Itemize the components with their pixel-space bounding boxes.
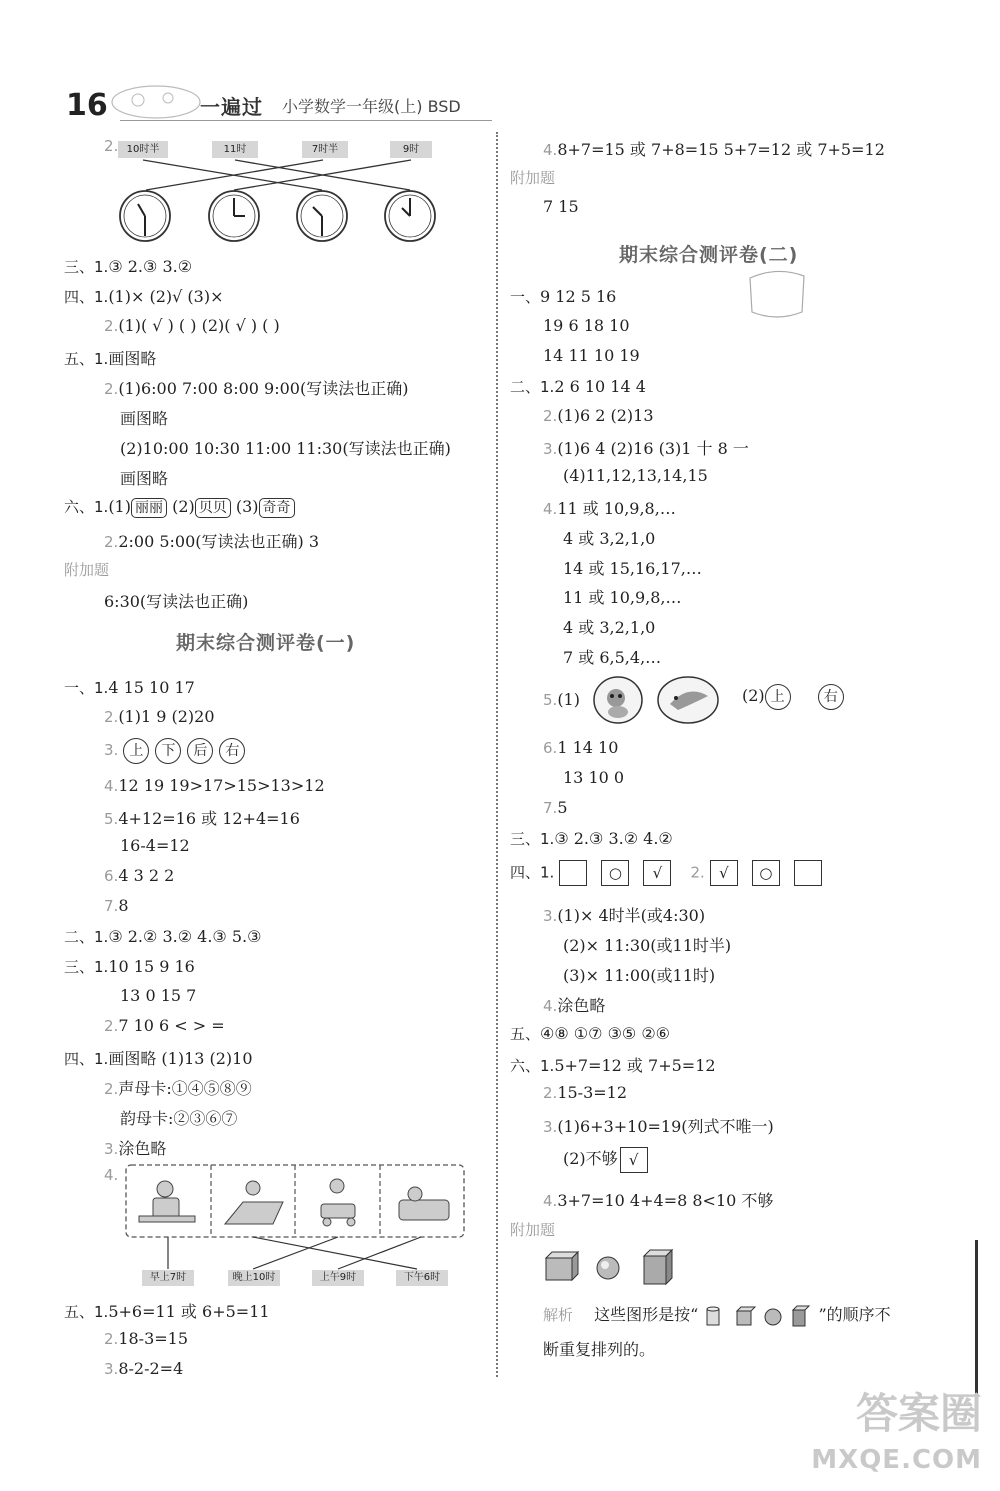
answer-text: 7 或 6,5,4,… bbox=[563, 648, 662, 667]
answer-text: 画图略 (1)13 (2)10 bbox=[108, 1049, 253, 1068]
item-label: 2. bbox=[543, 407, 558, 425]
answer-text: 9 12 5 16 bbox=[540, 287, 617, 306]
answer-text: 2 6 10 14 4 bbox=[554, 377, 646, 396]
time-tag: 晚上10时 bbox=[228, 1270, 280, 1286]
answer-text: (3)× 11:00(或11时) bbox=[563, 966, 716, 985]
item-label: 2. bbox=[104, 533, 119, 551]
bonus-label: 附加题 bbox=[510, 1221, 556, 1239]
item-label: 3. bbox=[104, 1140, 119, 1158]
activity-picture-studying bbox=[225, 1181, 283, 1224]
answer-text: 4 3 2 2 bbox=[118, 866, 175, 885]
activity-picture-sleeping bbox=[399, 1187, 449, 1220]
answer-text: (1)6+3+10=19(列式不唯一) bbox=[557, 1117, 774, 1136]
circled-answer: 上 bbox=[123, 738, 149, 764]
answer-text: 7 10 6 < > = bbox=[118, 1016, 225, 1035]
section-label: 四、1. bbox=[64, 1050, 109, 1068]
answer-text: 3+7=10 4+4=8 8<10 不够 bbox=[557, 1191, 774, 1210]
item-label: 4. bbox=[543, 1192, 558, 1210]
section-label: 五、1. bbox=[64, 1303, 109, 1321]
header-rule bbox=[120, 120, 492, 121]
item-label: 2. bbox=[104, 708, 119, 726]
boxed-name: 奇奇 bbox=[259, 498, 295, 518]
cylinder-icon bbox=[707, 1307, 719, 1325]
boxed-name: 丽丽 bbox=[131, 498, 167, 518]
answer-box: ○ bbox=[752, 860, 780, 886]
section-label: 六、1. bbox=[64, 498, 109, 516]
answer-text: 14 11 10 19 bbox=[543, 346, 640, 365]
answer-text: 7 15 bbox=[543, 197, 579, 216]
answer-text: (2)10:00 10:30 11:00 11:30(写读法也正确) bbox=[120, 439, 451, 458]
item-label: 7. bbox=[104, 897, 119, 915]
item-label: 4. bbox=[543, 141, 558, 159]
answer-text: (3) bbox=[235, 497, 259, 516]
shape-sequence-figure bbox=[540, 1248, 680, 1288]
sphere-icon bbox=[597, 1257, 619, 1279]
bonus-label: 附加题 bbox=[510, 169, 556, 187]
answer-text: 13 10 0 bbox=[563, 768, 625, 787]
answer-text: (1)6 4 (2)16 (3)1 十 8 一 bbox=[557, 439, 749, 458]
sphere-icon bbox=[765, 1309, 781, 1325]
circled-answer: 右 bbox=[818, 684, 844, 710]
circled-answer: 后 bbox=[187, 738, 213, 764]
cube-icon bbox=[546, 1252, 578, 1280]
item-label: 2. bbox=[543, 1084, 558, 1102]
answer-text: (2)不够 bbox=[563, 1149, 618, 1168]
answer-text: (1) bbox=[108, 497, 131, 516]
page-number: 16 bbox=[66, 88, 108, 123]
cuboid-icon bbox=[644, 1250, 672, 1284]
section-label: 二、1. bbox=[64, 928, 109, 946]
answer-text: 13 0 15 7 bbox=[120, 986, 197, 1005]
answer-text: 4 或 3,2,1,0 bbox=[563, 529, 656, 548]
answer-text: (1)6:00 7:00 8:00 9:00(写读法也正确) bbox=[118, 379, 409, 398]
item-label: 3. bbox=[543, 440, 558, 458]
answer-text: ③ 2.③ 3.② bbox=[108, 257, 193, 276]
answer-text: 1 14 10 bbox=[557, 738, 619, 757]
answer-text: 19 6 18 10 bbox=[543, 316, 630, 335]
item-label: 5. bbox=[543, 691, 558, 709]
item-label: 4. bbox=[543, 997, 558, 1015]
watermark-url: MXQE.COM bbox=[811, 1445, 982, 1475]
subject-title: 小学数学一年级(上) BSD bbox=[282, 97, 461, 116]
boxed-name: 贝贝 bbox=[195, 498, 231, 518]
answer-text: (2) bbox=[742, 686, 765, 705]
item-label: 2. bbox=[104, 1080, 119, 1098]
answer-text: (1) bbox=[557, 690, 580, 709]
answer-text: 6:30(写读法也正确) bbox=[104, 592, 249, 611]
animal-answer-figure bbox=[592, 674, 726, 726]
answer-text: 韵母卡:②③⑥⑦ bbox=[120, 1109, 238, 1128]
answer-text: 4 或 3,2,1,0 bbox=[563, 618, 656, 637]
answer-text: (2) bbox=[172, 497, 195, 516]
answer-text: 16-4=12 bbox=[120, 836, 190, 855]
answer-text: 5+6=11 或 6+5=11 bbox=[108, 1302, 270, 1321]
section-label: 三、1. bbox=[64, 258, 109, 276]
section-label: 六、1. bbox=[510, 1057, 555, 1075]
answer-text: 涂色略 bbox=[557, 996, 606, 1015]
match-line bbox=[338, 1237, 421, 1269]
section-label: 五、1. bbox=[64, 350, 109, 368]
item-label: 2. bbox=[104, 1330, 119, 1348]
column-divider bbox=[496, 132, 498, 1377]
item-label: 2. bbox=[104, 1017, 119, 1035]
answer-box: √ bbox=[643, 860, 671, 886]
clock-tag: 9时 bbox=[390, 141, 432, 158]
answer-text: 画图略 bbox=[120, 409, 169, 428]
bonus-label: 附加题 bbox=[64, 561, 110, 579]
activity-matching-figure bbox=[125, 1164, 467, 1272]
item-label: 5. bbox=[104, 810, 119, 828]
answer-text: (1)6 2 (2)13 bbox=[557, 406, 654, 425]
answer-text: 5+7=12 或 7+5=12 bbox=[554, 1056, 716, 1075]
answer-text: 画图略 bbox=[108, 349, 157, 368]
clock-tag: 11时 bbox=[212, 141, 258, 158]
answer-box: √ bbox=[620, 1147, 648, 1173]
item-label: 2. bbox=[104, 317, 119, 335]
activity-picture-playing bbox=[321, 1179, 355, 1226]
answer-text: (1)1 9 (2)20 bbox=[118, 707, 215, 726]
answer-text: 12 19 19>17>15>13>12 bbox=[118, 776, 325, 795]
answer-text: 2:00 5:00(写读法也正确) 3 bbox=[118, 532, 320, 551]
answer-text: 18-3=15 bbox=[118, 1329, 189, 1348]
circled-answer: 上 bbox=[765, 684, 791, 710]
answer-text: (1)× 4时半(或4:30) bbox=[557, 906, 706, 925]
item-label: 7. bbox=[543, 799, 558, 817]
item-label: 4. bbox=[543, 500, 558, 518]
answer-text: 4+12=16 或 12+4=16 bbox=[118, 809, 300, 828]
clock-matching-figure bbox=[110, 158, 450, 248]
match-line bbox=[253, 1237, 338, 1269]
time-tag: 上午9时 bbox=[312, 1270, 364, 1286]
answer-text: 8-2-2=4 bbox=[118, 1359, 184, 1378]
answer-text: ③ 2.③ 3.② 4.② bbox=[554, 829, 673, 848]
item-label: 4. bbox=[104, 1166, 119, 1184]
section-title: 期末综合测评卷(一) bbox=[176, 632, 356, 654]
explanation-label: 解析 bbox=[543, 1306, 574, 1324]
section-label: 四、1. bbox=[510, 863, 555, 882]
answer-text: (1)( √ ) ( ) (2)( √ ) ( ) bbox=[118, 316, 280, 335]
answer-text: ③ 2.② 3.② 4.③ 5.③ bbox=[108, 927, 262, 946]
item-label: 3. bbox=[104, 1360, 119, 1378]
answer-text: 5 bbox=[557, 798, 568, 817]
stamp-decoration bbox=[744, 268, 810, 320]
section-label: 一、 bbox=[510, 288, 541, 306]
item-label: 6. bbox=[104, 867, 119, 885]
clock-tag: 7时半 bbox=[302, 141, 348, 158]
item-label: 6. bbox=[543, 739, 558, 757]
item-label: 3. bbox=[104, 741, 119, 759]
answer-text: 11 或 10,9,8,… bbox=[563, 588, 682, 607]
answer-text: 8 bbox=[118, 896, 129, 915]
answer-text: 14 或 15,16,17,… bbox=[563, 559, 702, 578]
item-label: 2. bbox=[690, 863, 705, 882]
section-label: 四、1. bbox=[64, 288, 109, 306]
answer-box bbox=[559, 860, 587, 886]
time-tag: 下午6时 bbox=[396, 1270, 448, 1286]
item-label: 3. bbox=[543, 907, 558, 925]
watermark-logo: 答案圈 bbox=[855, 1389, 982, 1438]
section-label: 一、1. bbox=[64, 679, 109, 697]
answer-text: (1)× (2)√ (3)× bbox=[108, 287, 224, 306]
header-decoration bbox=[108, 82, 203, 122]
inline-shape-sequence bbox=[703, 1305, 813, 1327]
section-label: 三、1. bbox=[510, 830, 555, 848]
section-title: 期末综合测评卷(二) bbox=[619, 244, 799, 266]
answer-text: 11 或 10,9,8,… bbox=[557, 499, 676, 518]
answer-box: √ bbox=[710, 860, 738, 886]
answer-text: ④⑧ ①⑦ ③⑤ ②⑥ bbox=[540, 1024, 671, 1043]
circled-answer: 右 bbox=[219, 738, 245, 764]
item-label: 2. bbox=[104, 380, 119, 398]
cube-icon bbox=[737, 1307, 755, 1325]
section-label: 五、 bbox=[510, 1025, 541, 1043]
answer-text: 画图略 bbox=[120, 469, 169, 488]
item-label: 4. bbox=[104, 777, 119, 795]
item-label: 3. bbox=[543, 1118, 558, 1136]
time-tag: 早上7时 bbox=[142, 1270, 194, 1286]
answer-text: (4)11,12,13,14,15 bbox=[563, 466, 708, 485]
explanation-text: 断重复排列的。 bbox=[543, 1340, 656, 1359]
answer-text: 声母卡:①④⑤⑧⑨ bbox=[118, 1079, 252, 1098]
answer-text: 涂色略 bbox=[118, 1139, 167, 1158]
answer-text: 4 15 10 17 bbox=[108, 678, 195, 697]
brand-logo: 一遍过 bbox=[200, 95, 263, 119]
answer-box: ○ bbox=[601, 860, 629, 886]
circled-answer: 下 bbox=[155, 738, 181, 764]
explanation-text: 这些图形是按“ bbox=[594, 1305, 699, 1324]
section-label: 二、1. bbox=[510, 378, 555, 396]
cuboid-icon bbox=[793, 1306, 809, 1326]
match-line bbox=[253, 1237, 417, 1269]
answer-text: 8+7=15 或 7+8=15 5+7=12 或 7+5=12 bbox=[557, 140, 885, 159]
answer-text: (2)× 11:30(或11时半) bbox=[563, 936, 732, 955]
answer-text: 15-3=12 bbox=[557, 1083, 628, 1102]
item-label: 2. bbox=[104, 137, 119, 155]
activity-picture-eating bbox=[139, 1181, 195, 1222]
answer-text: 10 15 9 16 bbox=[108, 957, 195, 976]
explanation-text: ”的顺序不 bbox=[818, 1305, 891, 1324]
answer-box bbox=[794, 860, 822, 886]
section-label: 三、1. bbox=[64, 958, 109, 976]
clock-tag: 10时半 bbox=[118, 141, 168, 158]
